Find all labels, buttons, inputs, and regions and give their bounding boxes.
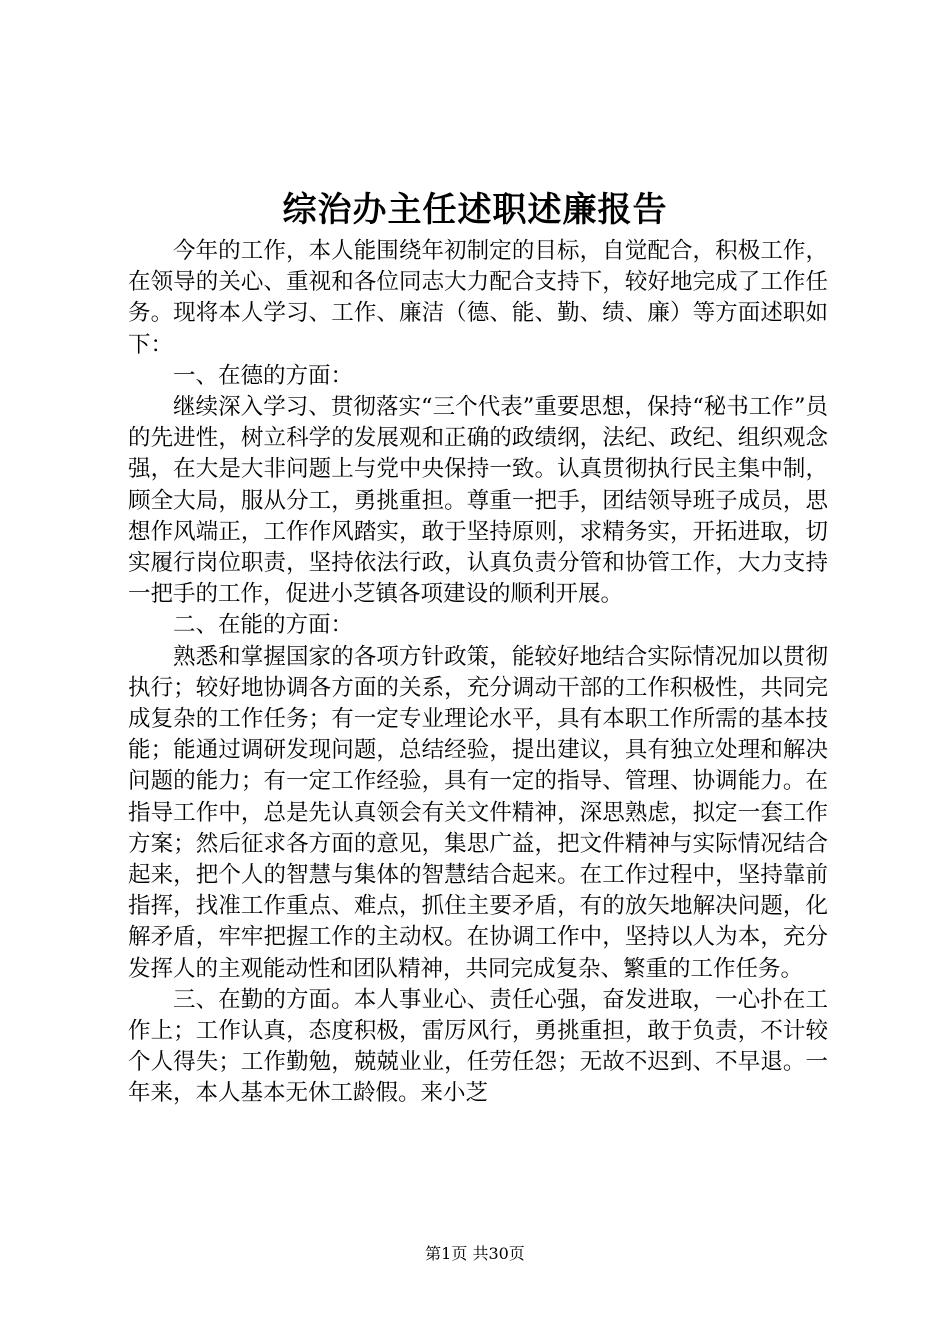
page-number-footer: 第1页 共30页 [425,1244,525,1263]
paragraph-intro: 今年的工作，本人能围绕年初制定的目标，自觉配合，积极工作，在领导的关心、重视和各位同志大力配合支持下，较好地完成了工作任务。现将本人学习、工作、廉洁（德、能、勤、绩、廉）等方面述职如下： [128,238,828,358]
paragraph-neng: 熟悉和掌握国家的各项方针政策，能较好地结合实际情况加以贯彻执行；较好地协调各方面的关系，充分调动干部的工作积极性，共同完成复杂的工作任务；有一定专业理论水平，具有本职工作所需的基本技能；能通过调研发现问题，总结经验，提出建议，具有独立处理和解决问题的能力；有一定工作经验，具有一定的指导、管理、协调能力。在指导工作中，总是先认真领会有关文件精神，深思熟虑，拟定一套工作方案；然后征求各方面的意见，集思广益，把文件精神与实际情况结合起来，把个人的智慧与集体的智慧结合起来。在工作过程中，坚持靠前指挥，找准工作重点、难点，抓住主要矛盾，有的放矢地解决问题，化解矛盾，牢牢把握工作的主动权。在协调工作中，坚持以人为本，充分发挥人的主观能动性和团队精神，共同完成复杂、繁重的工作任务。 [128,643,828,982]
paragraph-qin: 三、在勤的方面。本人事业心、责任心强，奋发进取，一心扑在工作上；工作认真，态度积极，雷厉风行，勇挑重担，敢于负责，不计较个人得失；工作勤勉，兢兢业业，任劳任怨；无故不迟到、不早退。一年来，本人基本无休工龄假。来小芝 [128,986,828,1107]
section-heading-de: 一、在德的方面： [173,362,354,389]
paragraph-de: 继续深入学习、贯彻落实“三个代表”重要思想，保持“秘书工作”员的先进性，树立科学的发展观和正确的政绩纲，法纪、政纪、组织观念强，在大是大非问题上与党中央保持一致。认真贯彻执行民主集中制，顾全大局，服从分工，勇挑重担。尊重一把手，团结领导班子成员，思想作风端正，工作作风踏实，敢于坚持原则，求精务实，开拓进取，切实履行岗位职责，坚持依法行政，认真负责分管和协管工作，大力支持一把手的工作，促进小芝镇各项建设的顺利开展。 [128,394,828,608]
document-body [128,236,828,1110]
document-title: 综治办主任述职述廉报告 [282,190,668,230]
section-heading-neng: 二、在能的方面： [173,612,354,639]
